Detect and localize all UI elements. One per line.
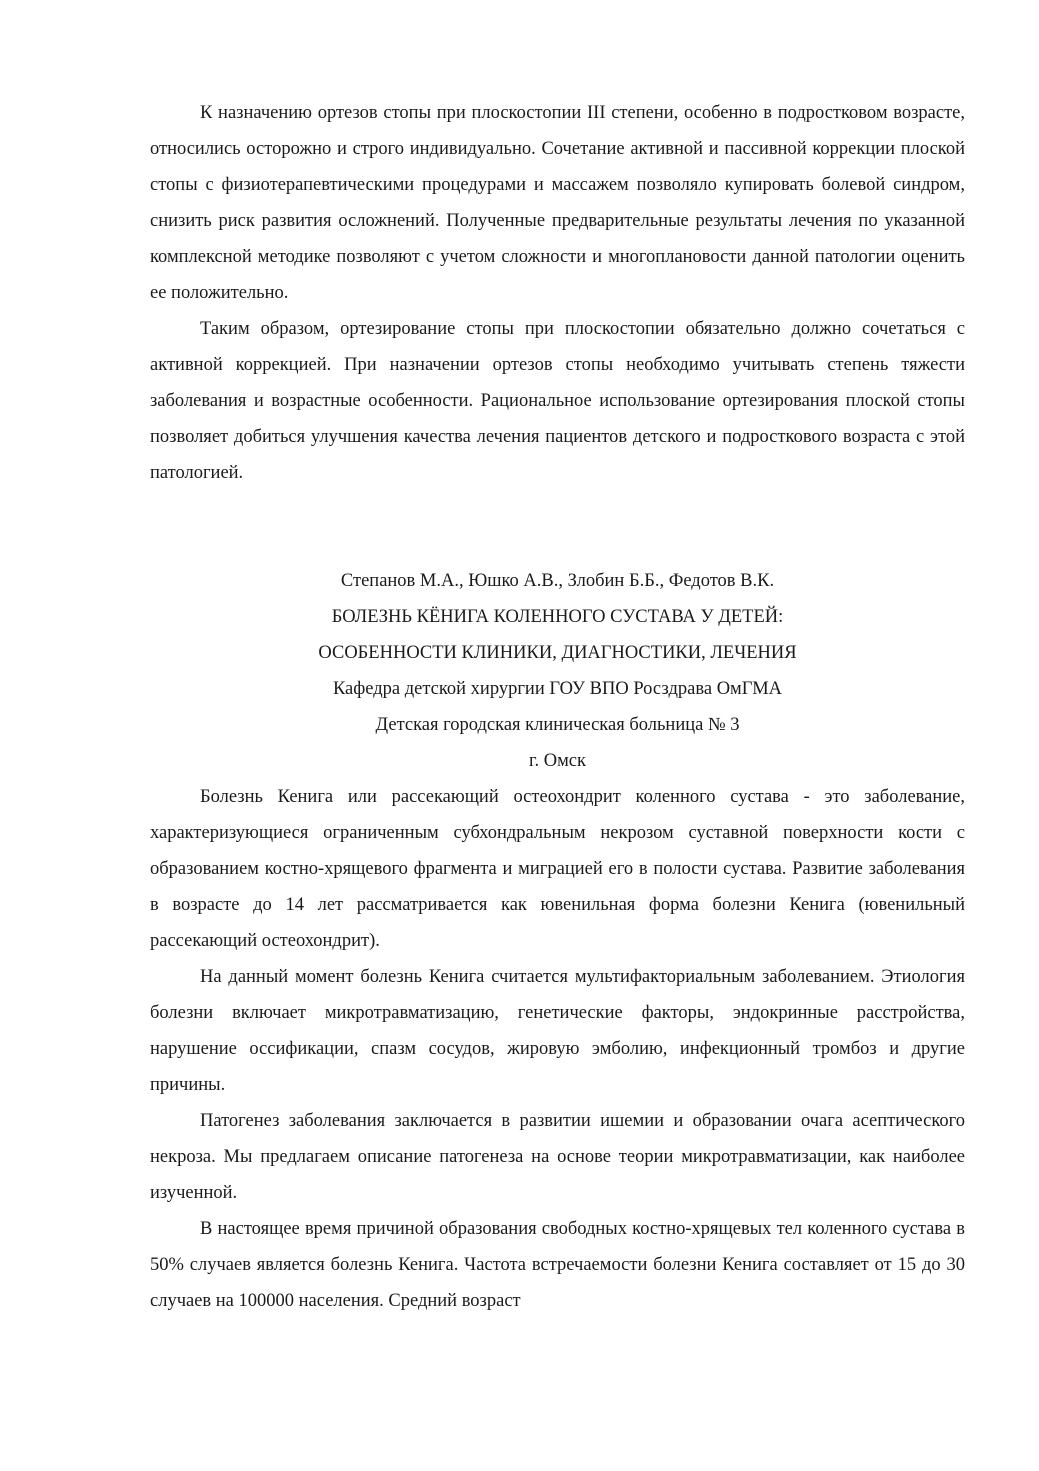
article-city: г. Омск <box>528 751 587 771</box>
article-title-line-2: ОСОБЕННОСТИ КЛИНИКИ, ДИАГНОСТИКИ, ЛЕЧЕНИЯ <box>318 643 797 663</box>
article-department: Кафедра детской хирургии ГОУ ВПО Росздрава ОмГМА <box>332 679 783 699</box>
body-paragraph-3: Патогенез заболевания заключается в развитии ишемии и образовании очага асептического некроза. Мы предлагаем описание патогенеза на основе теории микротравматизации, как наиболее изученной. <box>150 1111 965 1203</box>
article-header <box>150 563 965 779</box>
article-title-line-1: БОЛЕЗНЬ КЁНИГА КОЛЕННОГО СУСТАВА У ДЕТЕЙ: <box>331 607 784 627</box>
section-spacer <box>150 491 965 563</box>
body-paragraph-4: В настоящее время причиной образования свободных костно-хрящевых тел коленного сустава в 50% случаев является болезнь Кенига. Частота встречаемости болезни Кенига составляет от 15 до 30 случаев на 100000 населения. Средний возраст <box>150 1219 965 1311</box>
document-page <box>150 95 965 1319</box>
article-authors: Степанов М.А., Юшко А.В., Злобин Б.Б., Федотов В.К. <box>340 571 775 591</box>
intro-paragraph-1: К назначению ортезов стопы при плоскостопии III степени, особенно в подростковом возрасте, относились осторожно и строго индивидуально. Сочетание активной и пассивной коррекции плоской стопы с физиотерапевтическими процедурами и массажем позволяло купировать болевой синдром, снизить риск развития осложнений. Полученные предварительные результаты лечения по указанной комплексной методике позволяют с учетом сложности и многоплановости данной патологии оценить ее положительно. <box>150 103 965 303</box>
intro-paragraph-2: Таким образом, ортезирование стопы при плоскостопии обязательно должно сочетаться с активной коррекцией. При назначении ортезов стопы необходимо учитывать степень тяжести заболевания и возрастные особенности. Рациональное использование ортезирования плоской стопы позволяет добиться улучшения качества лечения пациентов детского и подросткового возраста с этой патологией. <box>150 319 965 483</box>
body-paragraph-2: На данный момент болезнь Кенига считается мультифакториальным заболеванием. Этиология болезни включает микротравматизацию, генетические факторы, эндокринные расстройства, нарушение оссификации, спазм сосудов, жировую эмболию, инфекционный тромбоз и другие причины. <box>150 967 965 1095</box>
article-hospital: Детская городская клиническая больница № 3 <box>375 715 740 735</box>
body-paragraph-1: Болезнь Кенига или рассекающий остеохондрит коленного сустава - это заболевание, характеризующиеся ограниченным субхондральным некрозом суставной поверхности кости с образованием костно-хрящевого фрагмента и миграцией его в полости сустава. Развитие заболевания в возрасте до 14 лет рассматривается как ювенильная форма болезни Кенига (ювенильный рассекающий остеохондрит). <box>150 787 965 951</box>
